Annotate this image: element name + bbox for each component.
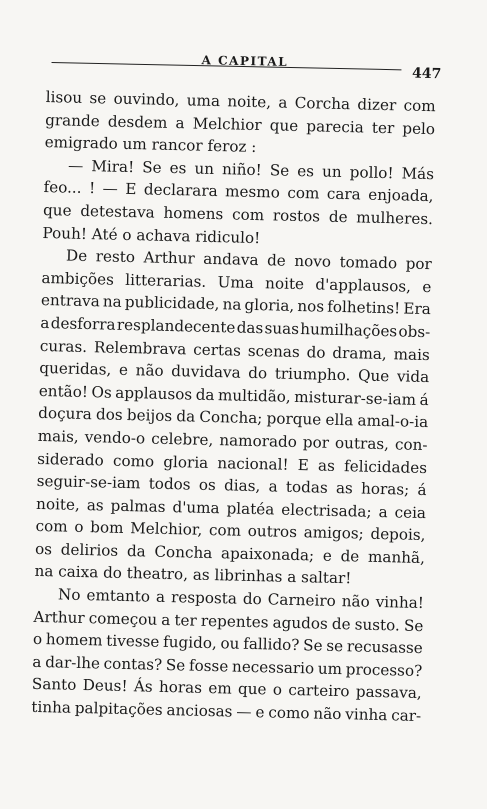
text-line: doçura dos beijos da Concha; porque ella amal-o-ia — [38, 404, 429, 432]
text-line: a dar-lhe contas? Se fosse necessario um processo? — [32, 652, 423, 680]
text-line: siderado como gloria nacional! E as felicidades — [37, 449, 428, 477]
text-line: feo... ! — E declarara mesmo com cara enjoada, — [43, 178, 434, 206]
text-line: que detestava homens com rostos de mulheres. — [42, 200, 434, 229]
text-line: a desforra resplandecente das suas humilhações obs- — [40, 313, 431, 342]
text-line: seguir-se-iam todos os dias, a todas as horas; á — [36, 471, 427, 500]
text-line: — Mira! Se es un niño! Se es un pollo! Más — [67, 156, 435, 183]
page-header — [51, 40, 440, 88]
running-title: A CAPITAL — [201, 53, 289, 69]
text-line: No emtanto a resposta do Carneiro não vinha! — [57, 585, 425, 613]
text-line: noite, as palmas d'uma platéa electrisada; a ceia — [35, 494, 427, 522]
text-line: então! Os applausos da multidão, misturar-se-iam á — [38, 381, 429, 409]
text-line: Arthur começou a ter repentes agudos de susto. Se — [33, 607, 424, 635]
text-line: emigrado um rancor feroz : — [44, 133, 257, 157]
body-text — [31, 86, 436, 728]
text-line: na caixa do theatro, as librinhas a saltar! — [34, 562, 352, 588]
text-line: Pouh! Até o achava ridiculo! — [42, 223, 261, 247]
text-line: curas. Relembrava certas scenas do drama, mais — [39, 336, 430, 364]
text-line: os delirios da Concha apaixonada; e de manhã, — [34, 539, 426, 567]
text-line: queridas, e não duvidava do triumpho. Que vida — [39, 359, 430, 387]
text-line: entrava na publicidade, na gloria, nos folhetins! Era — [40, 291, 431, 319]
text-line: ambições litterarias. Uma noite d'applausos, e — [41, 268, 432, 296]
text-line: com o bom Melchior, com outros amigos; depois, — [35, 517, 426, 545]
text-line: tinha palpitações anciosas — e como não vinha car- — [31, 697, 422, 726]
text-line: lisou se ouvindo, uma noite, a Corcha dizer com — [45, 87, 436, 116]
text-line: mais, vendo-o celebre, namorado por outras, con- — [37, 426, 428, 454]
text-line: Santo Deus! Ás horas em que o carteiro passava, — [31, 675, 422, 703]
text-line: o homem tivesse fugido, ou fallido? Se se recusasse — [32, 630, 423, 658]
page-number: 447 — [411, 65, 442, 83]
text-line: grande desdem a Melchior que parecia ter pelo — [44, 110, 436, 138]
text-line: De resto Arthur andava de novo tomado por — [65, 246, 433, 274]
